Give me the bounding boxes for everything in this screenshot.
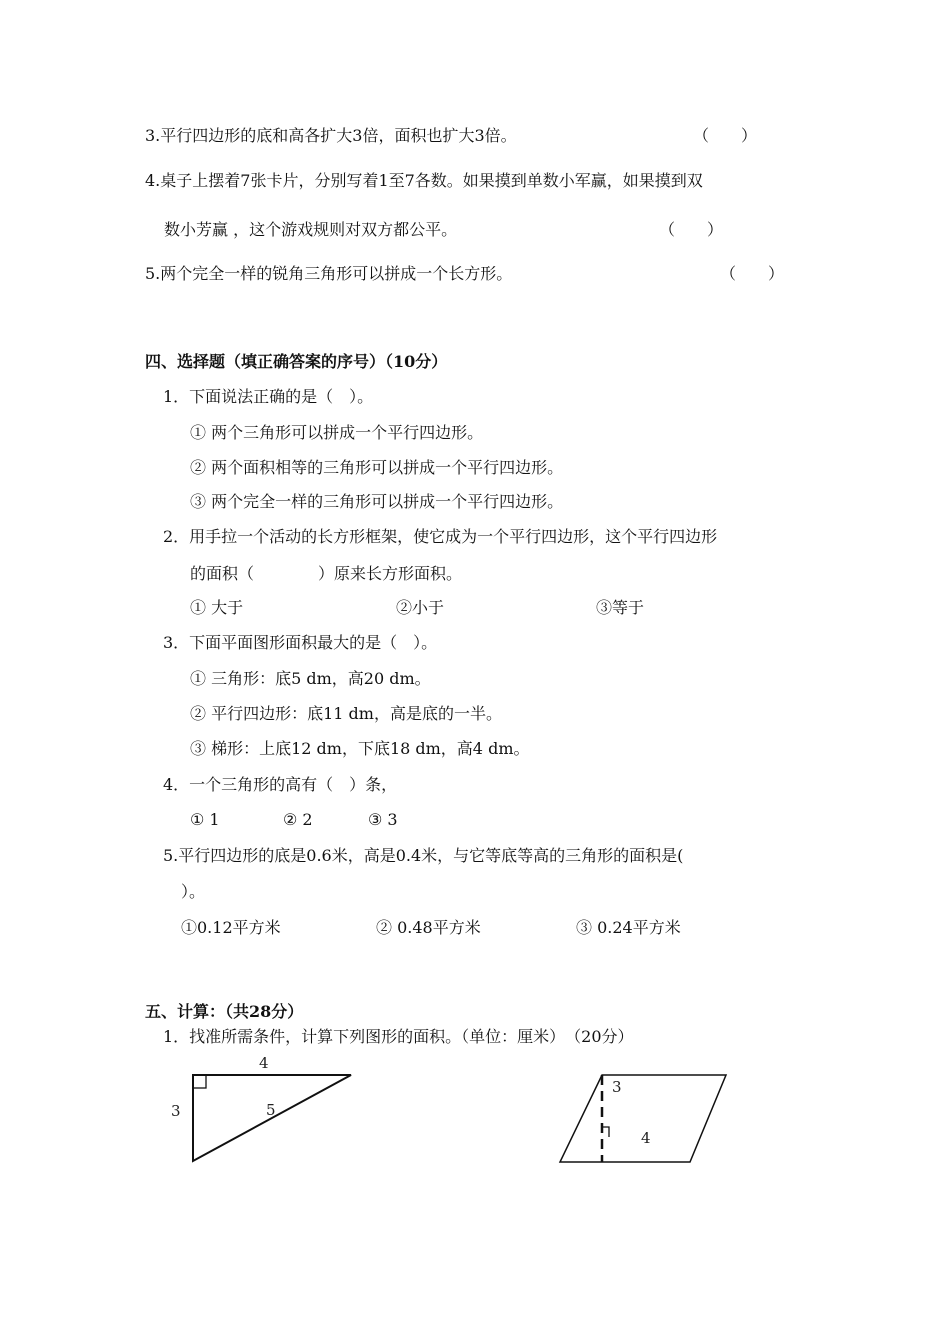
choice-q1-option-2: ② 两个面积相等的三角形可以拼成一个平行四边形。 bbox=[190, 458, 564, 477]
right-triangle-figure bbox=[160, 1048, 380, 1168]
triangle-left-label: 3 bbox=[171, 1102, 181, 1120]
parallelogram-outline bbox=[560, 1075, 726, 1162]
choice-q2-option-3: ③等于 bbox=[596, 598, 645, 617]
choice-q5-option-3: ③ 0.24平方米 bbox=[576, 918, 681, 937]
choice-q2-option-1: ① 大于 bbox=[190, 598, 244, 617]
judge-q3-text: 3.平行四边形的底和高各扩大3倍，面积也扩大3倍。 bbox=[145, 126, 517, 145]
choice-q5-option-2: ② 0.48平方米 bbox=[376, 918, 481, 937]
parallelogram-figure bbox=[550, 1066, 740, 1170]
parallelogram-side-label: 4 bbox=[641, 1129, 651, 1147]
judge-q4-line1: 4.桌子上摆着7张卡片，分别写着1至7各数。如果摸到单数小军赢，如果摸到双 bbox=[145, 171, 703, 190]
choice-q1-option-1: ① 两个三角形可以拼成一个平行四边形。 bbox=[190, 423, 484, 442]
choice-q3-option-2: ② 平行四边形：底11 dm，高是底的一半。 bbox=[190, 704, 502, 723]
choice-q4-option-1: ① 1 bbox=[190, 810, 220, 829]
choice-q2-stem-line2: 的面积（ ）原来长方形面积。 bbox=[190, 564, 463, 583]
judge-q4-line2: 数小芳赢 ，这个游戏规则对双方都公平。 bbox=[164, 220, 458, 239]
choice-q5-stem-line2: ）。 bbox=[181, 882, 206, 901]
triangle-hyp-label: 5 bbox=[266, 1101, 276, 1119]
choice-q4-stem: 4．一个三角形的高有（ ）条， bbox=[163, 775, 398, 794]
calc-heading: 五、计算：（共28分） bbox=[145, 1002, 304, 1021]
choice-q2-stem-line1: 2．用手拉一个活动的长方形框架，使它成为一个平行四边形，这个平行四边形 bbox=[163, 527, 718, 546]
judge-q4-answer-blank[interactable]: （ ） bbox=[659, 220, 724, 239]
choice-q1-option-3: ③ 两个完全一样的三角形可以拼成一个平行四边形。 bbox=[190, 492, 564, 511]
judge-q5-text: 5.两个完全一样的锐角三角形可以拼成一个长方形。 bbox=[145, 264, 513, 283]
choice-q4-option-3: ③ 3 bbox=[368, 810, 398, 829]
choice-q5-stem-line1: 5.平行四边形的底是0.6米，高是0.4米，与它等底等高的三角形的面积是( bbox=[163, 846, 684, 865]
calc-q1-stem: 1．找准所需条件，计算下列图形的面积。（单位：厘米） （20分） bbox=[163, 1027, 634, 1046]
choice-q5-option-1: ①0.12平方米 bbox=[181, 918, 281, 937]
triangle-top-label: 4 bbox=[259, 1054, 269, 1072]
choice-q2-option-2: ②小于 bbox=[396, 598, 445, 617]
judge-q3-answer-blank[interactable]: （ ） bbox=[693, 126, 758, 145]
right-angle-marker bbox=[193, 1075, 206, 1088]
parallelogram-height-label: 3 bbox=[612, 1078, 622, 1096]
choice-q3-stem: 3．下面平面图形面积最大的是（ ）。 bbox=[163, 633, 438, 652]
choice-q4-option-2: ② 2 bbox=[283, 810, 313, 829]
choice-q1-stem: 1．下面说法正确的是（ ）。 bbox=[163, 387, 374, 406]
choice-q3-option-3: ③ 梯形：上底12 dm，下底18 dm，高4 dm。 bbox=[190, 739, 530, 758]
choice-q3-option-1: ① 三角形：底5 dm，高20 dm。 bbox=[190, 669, 431, 688]
choice-heading: 四、选择题（填正确答案的序号）（10分） bbox=[145, 352, 448, 371]
judge-q5-answer-blank[interactable]: （ ） bbox=[720, 264, 785, 283]
